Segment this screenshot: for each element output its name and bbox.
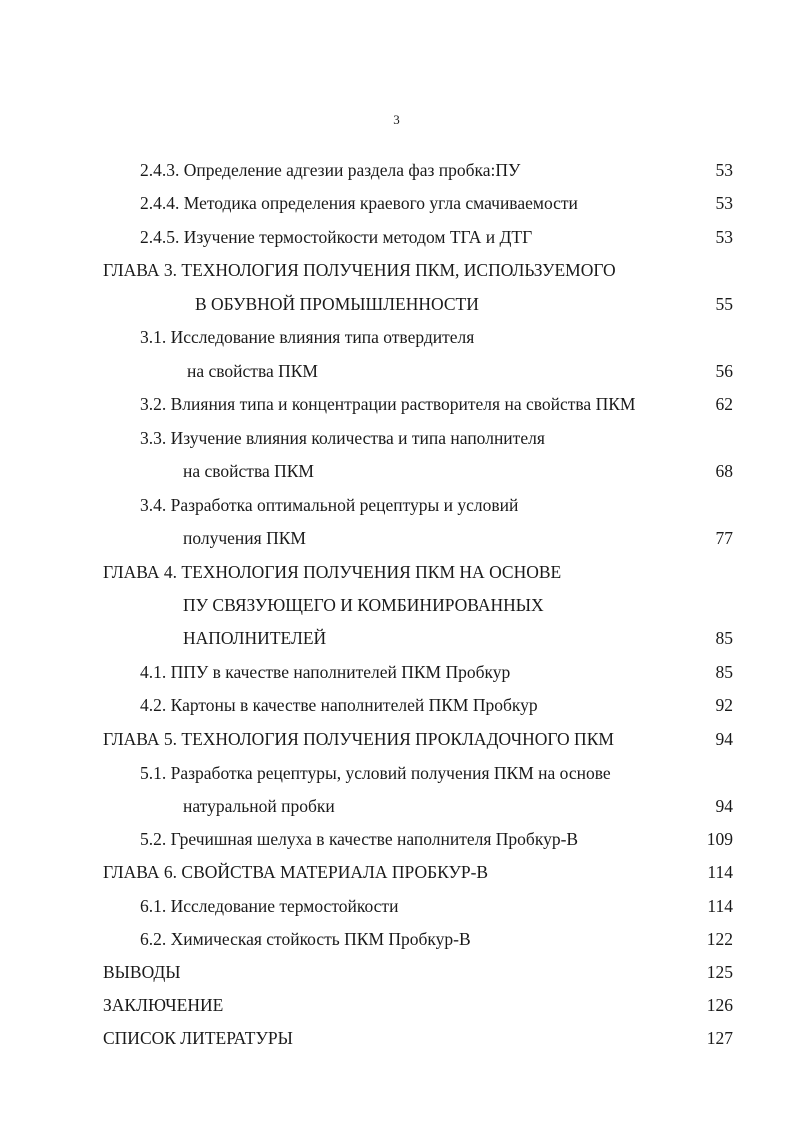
page-number: 3 bbox=[393, 112, 400, 127]
toc-entry-text: 6.2. Химическая стойкость ПКМ Пробкур-В bbox=[140, 929, 471, 949]
toc-entry-text: на свойства ПКМ bbox=[187, 361, 318, 381]
toc-chapter-heading: ГЛАВА 6. СВОЙСТВА МАТЕРИАЛА ПРОБКУР-В bbox=[103, 862, 489, 882]
toc-entry-text: 2.4.4. Методика определения краевого угла смачиваемости bbox=[140, 193, 578, 213]
toc-entry-page: 92 bbox=[715, 695, 733, 715]
toc-chapter-heading: ГЛАВА 5. ТЕХНОЛОГИЯ ПОЛУЧЕНИЯ ПРОКЛАДОЧНОГО ПКМ bbox=[103, 729, 614, 749]
toc-entry-page: 126 bbox=[706, 995, 733, 1015]
toc-entry-text: натуральной пробки bbox=[183, 796, 335, 816]
toc-chapter-heading: В ОБУВНОЙ ПРОМЫШЛЕННОСТИ bbox=[195, 294, 479, 314]
toc-entry-text: 3.4. Разработка оптимальной рецептуры и условий bbox=[140, 495, 519, 515]
toc-entry-page: 85 bbox=[715, 662, 733, 682]
toc-chapter-heading: ПУ СВЯЗУЮЩЕГО И КОМБИНИРОВАННЫХ bbox=[183, 595, 544, 615]
toc-entry-text: 5.1. Разработка рецептуры, условий получения ПКМ на основе bbox=[140, 763, 611, 783]
toc-section-heading: ЗАКЛЮЧЕНИЕ bbox=[103, 995, 224, 1015]
toc-chapter-heading: ГЛАВА 3. ТЕХНОЛОГИЯ ПОЛУЧЕНИЯ ПКМ, ИСПОЛЬЗУЕМОГО bbox=[103, 260, 616, 280]
toc-entry-text: 6.1. Исследование термостойкости bbox=[140, 896, 399, 916]
toc-entry-text: получения ПКМ bbox=[183, 528, 306, 548]
toc-entry-page: 109 bbox=[706, 829, 733, 849]
toc-entry-text: 3.1. Исследование влияния типа отвердителя bbox=[140, 327, 475, 347]
toc-entry-text: 3.2. Влияния типа и концентрации растворителя на свойства ПКМ bbox=[140, 394, 636, 414]
toc-entry-page: 94 bbox=[715, 729, 733, 749]
toc-entry-page: 56 bbox=[715, 361, 733, 381]
toc-entry-page: 53 bbox=[715, 193, 733, 213]
toc-entry-page: 53 bbox=[715, 227, 733, 247]
toc-entry-text: 3.3. Изучение влияния количества и типа наполнителя bbox=[140, 428, 545, 448]
toc-section-heading: ВЫВОДЫ bbox=[103, 962, 181, 982]
toc-section-heading: СПИСОК ЛИТЕРАТУРЫ bbox=[103, 1028, 293, 1048]
toc-entry-page: 114 bbox=[707, 896, 733, 916]
toc-entry-text: 5.2. Гречишная шелуха в качестве наполнителя Пробкур-В bbox=[140, 829, 579, 849]
toc-chapter-heading: НАПОЛНИТЕЛЕЙ bbox=[183, 628, 327, 648]
toc-entry-page: 77 bbox=[715, 528, 733, 548]
toc-entry-text: 2.4.5. Изучение термостойкости методом ТГА и ДТГ bbox=[140, 227, 533, 247]
toc-entry-page: 68 bbox=[715, 461, 733, 481]
toc-entry-page: 94 bbox=[715, 796, 733, 816]
toc-entry-page: 53 bbox=[715, 160, 733, 180]
toc-entry-text: 4.2. Картоны в качестве наполнителей ПКМ Пробкур bbox=[140, 695, 538, 715]
toc-entry-text: 2.4.3. Определение адгезии раздела фаз пробка:ПУ bbox=[140, 160, 521, 180]
toc-entry-page: 125 bbox=[706, 962, 733, 982]
toc-entry-text: 4.1. ППУ в качестве наполнителей ПКМ Пробкур bbox=[140, 662, 511, 682]
toc-entry-page: 85 bbox=[715, 628, 733, 648]
toc-entry-page: 62 bbox=[715, 394, 733, 414]
toc-chapter-heading: ГЛАВА 4. ТЕХНОЛОГИЯ ПОЛУЧЕНИЯ ПКМ НА ОСНОВЕ bbox=[103, 562, 562, 582]
toc-entry-page: 55 bbox=[715, 294, 733, 314]
toc-entry-text: на свойства ПКМ bbox=[183, 461, 314, 481]
toc-entry-page: 122 bbox=[706, 929, 733, 949]
toc-entry-page: 114 bbox=[707, 862, 733, 882]
toc-entry-page: 127 bbox=[706, 1028, 733, 1048]
